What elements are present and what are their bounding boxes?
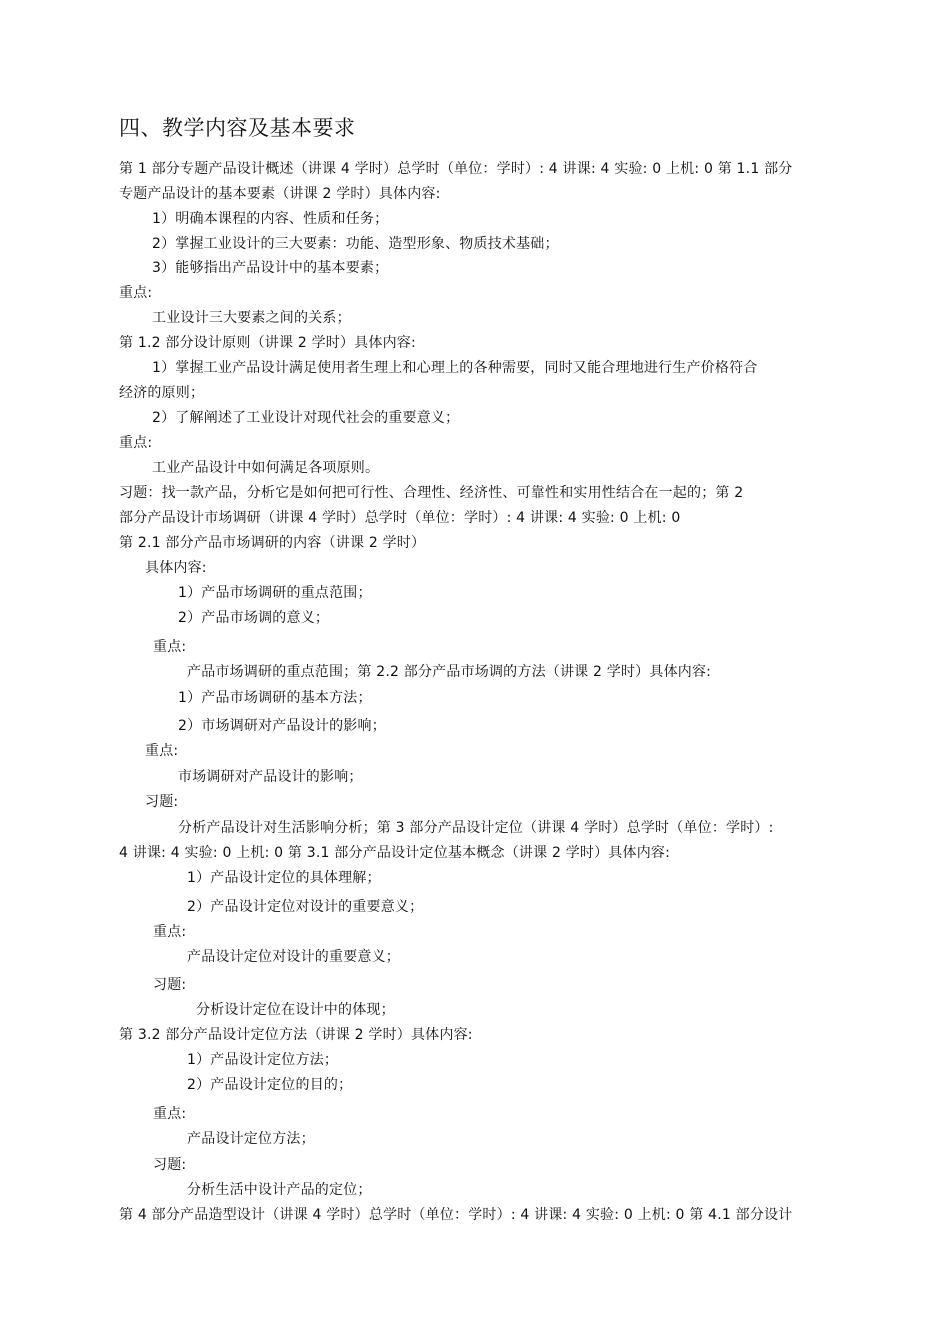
list-item: 2）市场调研对产品设计的影响； — [178, 718, 386, 734]
exercise-text: 分析产品设计对生活影响分析；第 3 部分产品设计定位（讲课 4 学时）总学时（单位：学时）: — [178, 820, 774, 836]
list-item: 3）能够指出产品设计中的基本要素； — [152, 260, 389, 276]
body-line: 专题产品设计的基本要素（讲课 2 学时）具体内容: — [119, 186, 441, 202]
key-point-text: 工业设计三大要素之间的关系； — [152, 310, 351, 326]
body-line: 4 讲课: 4 实验: 0 上机: 0 第 3.1 部分产品设计定位基本概念（讲课 2 学时）具体内容: — [119, 845, 671, 861]
key-point-text: 产品设计定位对设计的重要意义； — [187, 949, 400, 965]
list-item: 1）产品设计定位的具体理解； — [187, 870, 381, 886]
key-point-label: 重点: — [145, 743, 179, 759]
list-item: 1）产品市场调研的重点范围； — [178, 585, 372, 601]
key-point-label: 重点: — [119, 285, 153, 301]
body-line: 第 1.2 部分设计原则（讲课 2 学时）具体内容: — [119, 335, 416, 351]
key-point-label: 重点: — [153, 1106, 187, 1122]
list-item: 1）产品市场调研的基本方法； — [178, 690, 372, 706]
exercise-label: 习题: — [153, 1157, 187, 1173]
list-item: 1）产品设计定位方法； — [187, 1052, 339, 1068]
content-label: 具体内容: — [145, 560, 207, 576]
list-item: 2）了解阐述了工业设计对现代社会的重要意义； — [152, 410, 460, 426]
exercise-line: 习题：找一款产品，分析它是如何把可行性、合理性、经济性、可靠性和实用性结合在一起的；第 2 — [119, 485, 744, 501]
exercise-text: 分析生活中设计产品的定位； — [187, 1182, 372, 1198]
exercise-text: 分析设计定位在设计中的体现； — [196, 1002, 395, 1018]
exercise-label: 习题: — [145, 794, 179, 810]
body-line: 第 1 部分专题产品设计概述（讲课 4 学时）总学时（单位：学时）: 4 讲课: 4 实验: 0 上机: 0 第 1.1 部分 — [119, 161, 793, 177]
list-item: 1）掌握工业产品设计满足使用者生理上和心理上的各种需要，同时又能合理地进行生产价格符合 — [152, 360, 758, 376]
body-line: 经济的原则； — [119, 385, 205, 401]
list-item: 2）产品设计定位对设计的重要意义； — [187, 899, 424, 915]
exercise-label: 习题: — [153, 977, 187, 993]
key-point-text: 市场调研对产品设计的影响； — [178, 769, 363, 785]
list-item: 2）产品市场调的意义； — [178, 610, 330, 626]
body-line: 第 4 部分产品造型设计（讲课 4 学时）总学时（单位：学时）: 4 讲课: 4 实验: 0 上机: 0 第 4.1 部分设计 — [119, 1207, 793, 1223]
body-line: 第 2.1 部分产品市场调研的内容（讲课 2 学时） — [119, 535, 426, 551]
key-point-text: 工业产品设计中如何满足各项原则。 — [152, 460, 380, 476]
key-point-text: 产品市场调研的重点范围；第 2.2 部分产品市场调的方法（讲课 2 学时）具体内容: — [187, 664, 712, 680]
key-point-label: 重点: — [153, 924, 187, 940]
key-point-label: 重点: — [119, 435, 153, 451]
key-point-text: 产品设计定位方法； — [187, 1131, 315, 1147]
body-line: 部分产品设计市场调研（讲课 4 学时）总学时（单位：学时）: 4 讲课: 4 实验: 0 上机: 0 — [119, 510, 681, 526]
key-point-label: 重点: — [153, 639, 187, 655]
body-line: 第 3.2 部分产品设计定位方法（讲课 2 学时）具体内容: — [119, 1027, 473, 1043]
list-item: 2）产品设计定位的目的； — [187, 1077, 353, 1093]
list-item: 2）掌握工业设计的三大要素：功能、造型形象、物质技术基础； — [152, 236, 559, 252]
list-item: 1）明确本课程的内容、性质和任务； — [152, 211, 389, 227]
section-heading: 四、教学内容及基本要求 — [119, 116, 356, 140]
